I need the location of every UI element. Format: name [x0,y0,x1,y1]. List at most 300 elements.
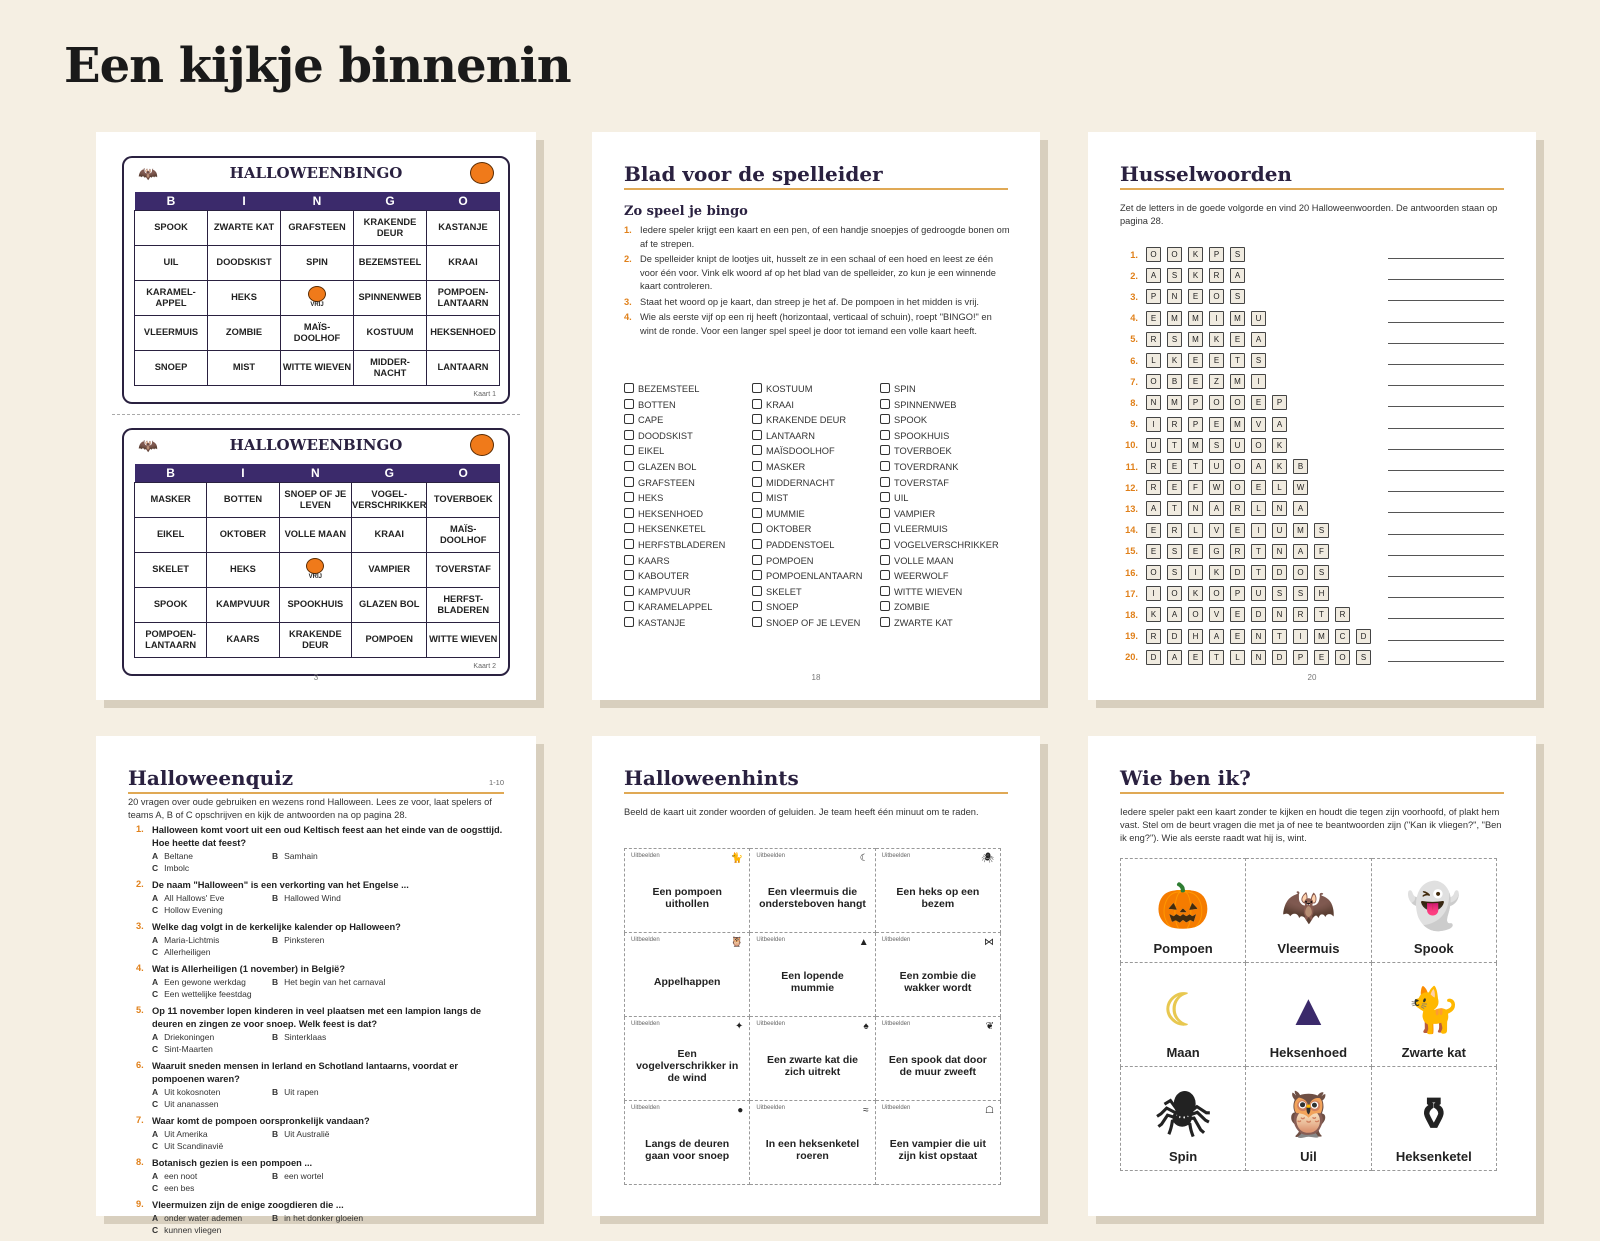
letter-tile: I [1209,311,1224,326]
question-number: 1. [136,824,144,834]
hint-card [875,933,1000,1017]
bingo-cell: WITTE WIEVEN [427,622,500,657]
letter-tile: E [1230,523,1245,538]
hint-label: Uitbeelden [631,1021,660,1027]
hint-icon: ☾ [859,853,869,864]
option-letter: B [272,1129,279,1139]
letter-tile: R [1146,459,1161,474]
option-text: een wortel [284,1171,324,1181]
word-column [752,382,862,632]
letter-tile: M [1293,523,1308,538]
letter-tile: V [1209,523,1224,538]
checklist-word: TOVERSTAF [880,476,999,492]
scramble-number: 2. [1130,270,1138,281]
answer-option [152,934,272,946]
card-label: Kaart 1 [473,391,496,398]
letter-tile: O [1209,395,1224,410]
question-number: 3. [136,921,144,931]
hint-icon: ☖ [985,1105,994,1116]
checklist-word: VOLLE MAAN [880,554,999,570]
bingo-cell: SPINNENWEB [354,280,427,315]
character-card [1246,859,1371,963]
hint-icon: ● [737,1105,744,1116]
answer-option [272,892,392,904]
bingo-cell: HEKS [207,552,279,587]
option-text: onder water ademen [164,1213,243,1223]
vleermuis-icon: 🦇 [1280,882,1336,931]
page-number: 3 [313,673,319,682]
hint-icon: ❦ [985,1021,994,1032]
answer-option [152,1182,272,1194]
letter-tile: R [1146,629,1161,644]
checklist-word: DOODSKIST [624,429,725,445]
page-title: Halloweenquiz [128,766,504,794]
letter-tile: R [1293,607,1308,622]
answer-option [152,946,272,958]
hint-text: Een spook dat door de muur zweeft [888,1053,987,1078]
letter-tile: T [1230,353,1245,368]
bingo-cell: KRAAI [427,245,500,280]
hint-text: Een zwarte kat die zich uitrekt [766,1053,859,1078]
bingo-letter: G [352,464,427,482]
bingo-cell: POMPOEN-LANTAARN [135,622,207,657]
hint-label: Uitbeelden [756,1105,786,1111]
letter-tile: A [1167,650,1182,665]
bingo-cell: DOODSKIST [208,245,281,280]
option-text: Uit Amerika [164,1129,208,1139]
letter-tile: I [1146,417,1161,432]
bingo-cell: MAÏS-DOOLHOF [427,517,500,552]
letter-tile: O [1335,650,1350,665]
letter-tiles [1146,247,1251,262]
scramble-number: 15. [1125,546,1138,557]
bingo-letter: N [281,192,354,210]
answer-options [152,1212,506,1236]
hint-icon: 🦉 [730,937,744,948]
letter-tile: E [1146,544,1161,559]
step-text: De spelleider knipt de lootjes uit, husselt ze in een schaal of een hoed en leest ze één voor één voor. Vink elk woord af op het blad van de spelleider, zo kun je een winnende kaart controleren. [640,254,996,291]
answer-option [152,976,272,988]
answer-option [152,850,272,862]
checklist-word: KRAKENDE DEUR [752,413,862,429]
scramble-number: 9. [1130,419,1138,430]
hint-card [875,1101,1000,1185]
letter-tile: E [1188,544,1203,559]
scramble-row [1118,329,1272,350]
bingo-cell: VLEERMUIS [135,315,208,350]
intro-text: Beeld de kaart uit zonder woorden of geluiden. Je team heeft één minuut om te raden. [624,807,979,817]
quiz-question [128,1060,506,1110]
letter-tile: T [1251,565,1266,580]
letter-tile: N [1188,501,1203,516]
answer-line [1388,258,1504,259]
question-text: Welke dag volgt in de kerkelijke kalender op Halloween? [152,922,401,932]
bingo-cell: KRAKENDE DEUR [279,622,351,657]
letter-tile: P [1230,586,1245,601]
option-letter: C [152,905,159,915]
checklist-word: VAMPIER [880,507,999,523]
answer-option [152,1043,272,1055]
checklist-word: HEKSENKETEL [624,522,725,538]
letter-tile: E [1188,650,1203,665]
wie-page [1088,736,1536,1216]
letter-tile: O [1230,459,1245,474]
checklist-word: KAMPVUUR [624,585,725,601]
letter-tile: A [1293,501,1308,516]
letter-tile: M [1188,311,1203,326]
scramble-row [1118,498,1314,519]
letter-tile: P [1209,247,1224,262]
bingo-cell: KASTANJE [427,210,500,245]
bingo-cell: EIKEL [135,517,207,552]
answer-option [272,1031,392,1043]
answer-line [1388,512,1504,513]
answer-option [152,904,272,916]
letter-tile: U [1146,438,1161,453]
letter-tile: N [1251,629,1266,644]
pumpkin-icon [308,286,326,302]
letter-tile: M [1188,332,1203,347]
scramble-number: 3. [1130,291,1138,302]
intro-text: Iedere speler pakt een kaart zonder te kijken en houdt die tegen zijn voorhoofd, of plakt hem vast. Stel om de beurt vragen die met ja of nee te beantwoorden zijn ("Kan ik vliegen?", "Ben ik eng?"). Wie als eerste raadt wat hij is, wint. [1120,807,1502,843]
page-number: 20 [1307,673,1317,682]
step-item [624,253,1010,294]
pompoen-icon: 🎃 [1155,882,1211,931]
letter-tile: S [1167,565,1182,580]
bingo-grid [134,464,500,658]
letter-tiles [1146,586,1335,601]
card-title: HALLOWEENBINGO [229,164,403,182]
checklist-word: KASTANJE [624,616,725,632]
bingo-cell: HERFST-BLADEREN [427,587,500,622]
hint-text: Een vogelverschrikker in de wind [636,1047,739,1084]
bingo-cell: MASKER [135,482,207,517]
letter-tile: M [1230,311,1245,326]
scramble-number: 8. [1130,397,1138,408]
option-text: Allerheiligen [164,947,211,957]
scramble-row [1118,583,1335,604]
bingo-cell: MIST [208,350,281,385]
option-letter: A [152,977,159,987]
question-number: 5. [136,1005,144,1015]
option-letter: C [152,1225,159,1235]
answer-line [1388,534,1504,535]
checklist-word: VOGELVERSCHRIKKER [880,538,999,554]
scramble-number: 18. [1125,609,1138,620]
letter-tile: O [1230,480,1245,495]
option-letter: A [152,1171,159,1181]
letter-tile: N [1272,544,1287,559]
page-title: Blad voor de spelleider [624,162,1008,190]
option-letter: B [272,893,279,903]
leader-page [592,132,1040,700]
question-text: Botanisch gezien is een pompoen ... [152,1158,313,1168]
letter-tile: S [1167,268,1182,283]
option-text: Driekoningen [164,1032,215,1042]
checklist-word: ZWARTE KAT [880,616,999,632]
letter-tile: Z [1209,374,1224,389]
letter-tile: U [1251,586,1266,601]
letter-tile: E [1188,374,1203,389]
letter-tile: E [1146,311,1161,326]
option-text: Maria-Lichtmis [164,935,220,945]
bingo-cell: ZOMBIE [208,315,281,350]
letter-tile: P [1146,289,1161,304]
hint-text: Een vampier die uit zijn kist opstaat [889,1137,986,1162]
letter-tile: M [1230,374,1245,389]
hint-text: Een zombie die wakker wordt [899,969,977,994]
scramble-row [1118,477,1314,498]
option-text: Uit Scandinavië [164,1141,224,1151]
free-label: VRIJ [308,574,322,580]
scramble-row [1118,392,1293,413]
hint-card [875,1017,1000,1101]
step-number: 3. [624,296,632,307]
letter-tile: C [1335,629,1350,644]
letter-tiles [1146,650,1377,665]
option-text: Een wettelijke feestdag [164,989,252,999]
checklist-word: SPOOKHUIS [880,429,999,445]
letter-tile: T [1314,607,1329,622]
option-text: Uit Australië [284,1129,330,1139]
letter-tile: T [1188,459,1203,474]
letter-tile: R [1335,607,1350,622]
letter-tile: N [1272,501,1287,516]
scramble-number: 5. [1130,334,1138,345]
checklist-word: MIST [752,491,862,507]
character-name: Heksenketel [1395,1149,1472,1164]
answer-options [152,1170,506,1194]
letter-tiles [1146,544,1335,559]
letter-tile: A [1167,607,1182,622]
answer-option [272,1170,392,1182]
letter-tile: S [1314,565,1329,580]
letter-tile: S [1356,650,1371,665]
letter-tile: A [1209,501,1224,516]
letter-tile: M [1188,438,1203,453]
character-name: Pompoen [1153,941,1213,956]
page-title: Husselwoorden [1120,162,1504,190]
bingo-cell: VOLLE MAAN [279,517,351,552]
card-title: HALLOWEENBINGO [229,436,403,454]
bat-icon: 🦇 [138,166,158,183]
hint-label: Uitbeelden [881,1105,911,1111]
option-letter: A [152,893,159,903]
option-text: Een gewone werkdag [164,977,246,987]
bingo-letter: B [135,192,208,210]
letter-tile: A [1146,268,1161,283]
answer-line [1388,322,1504,323]
question-text: Vleermuizen zijn de enige zoogdieren die ... [152,1200,344,1210]
letter-tile: E [1251,480,1266,495]
letter-tiles [1146,332,1272,347]
step-item [624,296,1010,310]
option-letter: A [152,851,159,861]
hints-page [592,736,1040,1216]
option-text: All Hallows' Eve [164,893,225,903]
scramble-row [1118,371,1272,392]
scramble-row [1118,286,1251,307]
letter-tile: N [1251,650,1266,665]
answer-option [152,1170,272,1182]
bingo-cell: SPOOK [135,210,208,245]
letter-tile: W [1209,480,1224,495]
letter-tile: O [1209,586,1224,601]
scramble-row [1118,562,1335,583]
step-number: 2. [624,254,632,264]
checklist-word: HEKSENHOED [624,507,725,523]
letter-tile: I [1251,374,1266,389]
letter-tile: N [1167,289,1182,304]
letter-tile: M [1230,417,1245,432]
character-name: Zwarte kat [1401,1045,1466,1060]
character-card [1371,1067,1496,1171]
question-text: Waaruit sneden mensen in Ierland en Schotland lantaarns, voordat er pompoenen waren? [152,1061,459,1084]
hint-card [625,933,750,1017]
hint-label: Uitbeelden [881,1021,911,1027]
letter-tile: O [1293,565,1308,580]
step-text: Wie als eerste vijf op een rij heeft (horizontaal, verticaal of schuin), roept "BINGO!" en wint de ronde. Voor een langer spel speel je door tot iemand een volle kaart heeft. [640,312,992,336]
option-text: Samhain [284,851,318,861]
bingo-cell: LANTAARN [427,350,500,385]
answer-option [272,976,462,988]
letter-tile: E [1209,417,1224,432]
option-text: Hollow Evening [164,905,223,915]
quiz-question [128,824,506,874]
letter-tile: O [1209,289,1224,304]
letter-tile: S [1230,289,1245,304]
letter-tile: L [1251,501,1266,516]
letter-tile: T [1167,438,1182,453]
letter-tile: D [1251,607,1266,622]
answer-option [152,1098,272,1110]
hint-icon: ≈ [863,1105,869,1116]
letter-tile: E [1188,353,1203,368]
letter-tile: K [1146,607,1161,622]
hint-text: Langs de deuren gaan voor snoep [645,1137,730,1162]
bat-icon: 🦇 [138,438,158,455]
scramble-row [1118,541,1335,562]
bingo-cell: OKTOBER [207,517,279,552]
letter-tile: S [1272,586,1287,601]
hussel-page [1088,132,1536,700]
character-card [1246,963,1371,1067]
hint-card [750,933,875,1017]
answer-option [272,1086,392,1098]
question-text: Halloween komt voort uit een oud Keltisch feest aan het einde van de oogsttijd. Hoe heette dat feest? [152,825,503,848]
step-text: Staat het woord op je kaart, dan streep je het af. De pompoen in het midden is vrij. [640,296,980,307]
letter-tile: L [1272,480,1287,495]
hint-icon: ♠ [863,1021,869,1032]
question-text: Waar komt de pompoen oorspronkelijk vandaan? [152,1116,370,1126]
letter-tile: T [1272,629,1287,644]
option-letter: B [272,977,279,987]
letter-tile: O [1146,565,1161,580]
quiz-question [128,879,506,916]
character-name: Heksenhoed [1269,1045,1348,1060]
answer-option [272,850,392,862]
letter-tile: R [1230,501,1245,516]
letter-tile: U [1209,459,1224,474]
checklist-word: BOTTEN [624,398,725,414]
bingo-cell: SNOEP OF JE LEVEN [279,482,351,517]
option-letter: B [272,1032,279,1042]
hint-icon: 🐈 [730,853,744,864]
step-item [624,311,1010,338]
hint-label: Uitbeelden [756,937,786,943]
question-number: 2. [136,879,144,889]
card-label: Kaart 2 [473,663,496,670]
bingo-letter: N [279,464,351,482]
letter-tile: A [1230,268,1245,283]
bingo-letter: O [427,192,500,210]
hint-icon: ✦ [734,1021,744,1032]
letter-tile: P [1293,650,1308,665]
hint-icon: ⋈ [984,937,994,948]
letter-tiles [1146,395,1293,410]
letter-tile: E [1209,353,1224,368]
answer-line [1388,555,1504,556]
question-text: Op 11 november lopen kinderen in veel plaatsen met een lampion langs de deuren en zingen ze voor snoep. Welk feest is dat? [152,1006,482,1029]
checklist-word: KARAMELAPPEL [624,600,725,616]
checklist-word: SPOOK [880,413,999,429]
letter-tile: D [1272,650,1287,665]
checklist-word: CAPE [624,413,725,429]
letter-tile: P [1188,417,1203,432]
answer-option [152,1224,272,1236]
checklist-word: PADDENSTOEL [752,538,862,554]
letter-tile: S [1293,586,1308,601]
hint-card [750,1101,875,1185]
letter-tile: E [1314,650,1329,665]
checklist-word: LANTAARN [752,429,862,445]
hint-card-grid [624,848,1001,1185]
letter-tile: E [1188,289,1203,304]
letter-tile: K [1272,459,1287,474]
checklist-word: HEKS [624,491,725,507]
letter-tile: V [1251,417,1266,432]
quiz-question [128,1199,506,1236]
quiz-question [128,1005,506,1055]
letter-tile: R [1146,332,1161,347]
letter-tile: V [1209,607,1224,622]
letter-tiles [1146,374,1272,389]
scramble-number: 7. [1130,376,1138,387]
bingo-grid [134,192,500,386]
letter-tile: S [1209,438,1224,453]
scramble-number: 11. [1125,461,1138,472]
bingo-cell: VAMPIER [352,552,427,587]
hint-card [625,1017,750,1101]
heksenhoed-icon: ▲ [1286,986,1331,1035]
bingo-letter: G [354,192,427,210]
bingo-cell: SKELET [135,552,207,587]
character-card-grid [1120,858,1497,1171]
hint-text: In een heksenketel roeren [765,1137,860,1162]
character-card [1121,963,1246,1067]
bingo-cell: BOTTEN [207,482,279,517]
answer-line [1388,364,1504,365]
letter-tile: T [1167,501,1182,516]
scramble-number: 12. [1125,482,1138,493]
scramble-number: 6. [1130,355,1138,366]
letter-tile: P [1188,395,1203,410]
step-text: Iedere speler krijgt een kaart en een pen, of een handje snoepjes of gedroogde bonen om af te strepen. [640,225,1010,249]
answer-options [152,976,506,1000]
letter-tiles [1146,353,1272,368]
letter-tile: M [1314,629,1329,644]
bingo-cell: KAARS [207,622,279,657]
